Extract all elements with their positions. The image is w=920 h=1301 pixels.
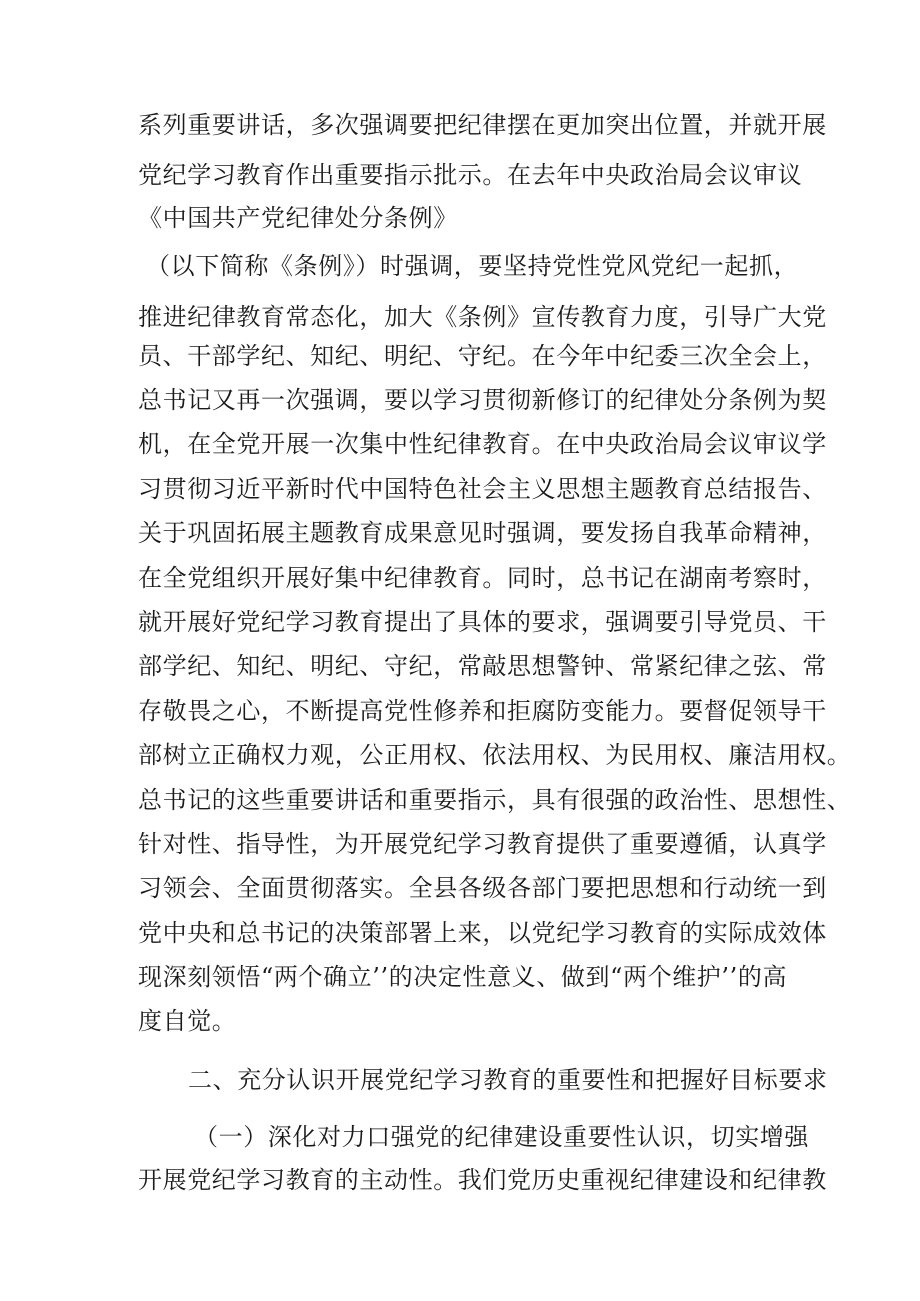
text-line: 关于巩固拓展主题教育成果意见时强调，要发扬自我革命精神， bbox=[138, 519, 827, 547]
text-line: 党纪学习教育作出重要指示批示。在去年中央政治局会议审议 bbox=[138, 161, 803, 189]
text-line: 针对性、指导性，为开展党纪学习教育提供了重要遵循，认真学 bbox=[138, 830, 827, 858]
text-line: 员、干部学纪、知纪、明纪、守纪。在今年中纪委三次全会上， bbox=[138, 342, 827, 370]
text-line: （一）深化对力口强党的纪律建设重要性认识，切实增强 bbox=[194, 1123, 809, 1151]
text-line: 《中国共产党纪律处分条例》 bbox=[138, 204, 458, 232]
text-line: 部树立正确权力观，公正用权、依法用权、为民用权、廉洁用权。 bbox=[138, 741, 852, 769]
text-line: 总书记又再一次强调，要以学习贯彻新修订的纪律处分条例为契 bbox=[138, 386, 827, 414]
text-line: 度自觉。 bbox=[138, 1007, 237, 1035]
text-line: 存敬畏之心，不断提高党性修养和拒腐防变能力。要督促领导干 bbox=[138, 697, 827, 725]
text-line: 习贯彻习近平新时代中国特色社会主义思想主题教育总结报告、 bbox=[138, 475, 827, 503]
text-line: 现深刻领悟“两个确立’’的决定性意义、做到“两个维护’’的高 bbox=[138, 963, 788, 991]
text-line: 部学纪、知纪、明纪、守纪，常敲思想警钟、常紧纪律之弦、常 bbox=[138, 652, 827, 680]
section-heading: 二、充分认识开展党纪学习教育的重要性和把握好目标要求 bbox=[188, 1066, 828, 1094]
text-line: 机，在全党开展一次集中性纪律教育。在中央政治局会议审议学 bbox=[138, 430, 827, 458]
text-line: 习领会、全面贯彻落实。全县各级各部门要把思想和行动统一到 bbox=[138, 874, 827, 902]
text-line: 总书记的这些重要讲话和重要指示，具有很强的政治性、思想性、 bbox=[138, 786, 852, 814]
text-line: 系列重要讲话，多次强调要把纪律摆在更加突出位置，并就开展 bbox=[138, 111, 827, 139]
text-line: 推进纪律教育常态化，加大《条例》宣传教育力度，引导广大党 bbox=[138, 303, 827, 331]
text-line: 开展党纪学习教育的主动性。我们党历史重视纪律建设和纪律教 bbox=[138, 1166, 827, 1194]
text-line: 就开展好党纪学习教育提出了具体的要求，强调要引导党员、干 bbox=[138, 608, 827, 636]
text-line: 在全党组织开展好集中纪律教育。同时，总书记在湖南考察时， bbox=[138, 564, 827, 592]
text-line: （以下简称《条例》）时强调，要坚持党性党风党纪一起抓， bbox=[146, 252, 799, 280]
text-line: 党中央和总书记的决策部署上来，以党纪学习教育的实际成效体 bbox=[138, 919, 827, 947]
